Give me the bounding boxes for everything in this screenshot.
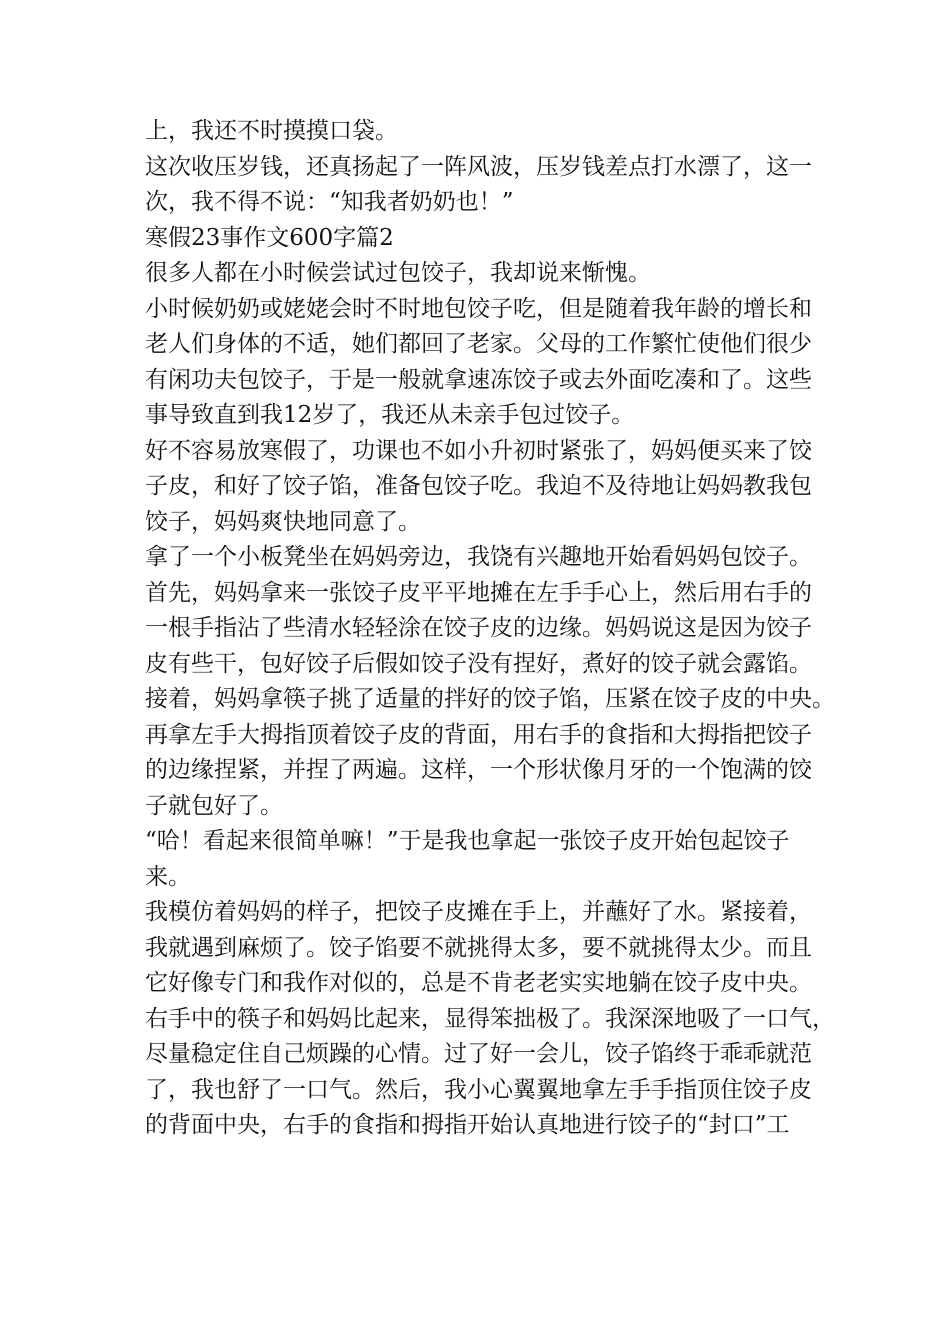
text-line: 子皮，和好了饺子馅，准备包饺子吃。我迫不及待地让妈妈教我包: [145, 473, 812, 499]
text-line: 它好像专门和我作对似的，总是不肯老老实实地躺在饺子皮中央。: [145, 970, 812, 996]
text-line: 这次收压岁钱，还真扬起了一阵风波，压岁钱差点打水漂了，这一: [145, 153, 812, 180]
text-line: “哈！看起来很简单嘛！”于是我也拿起一张饺子皮开始包起饺子: [145, 828, 790, 854]
section-heading: 寒假23事作文600字篇2: [145, 224, 394, 251]
text-line: 了，我也舒了一口气。然后，我小心翼翼地拿左手手指顶住饺子皮: [145, 1076, 812, 1103]
text-line: 很多人都在小时候尝试过包饺子，我却说来惭愧。: [145, 260, 651, 286]
text-line: 小时候奶奶或姥姥会时不时地包饺子吃，但是随着我年龄的增长和: [145, 295, 812, 322]
text-line: 上，我还不时摸摸口袋。: [145, 118, 398, 144]
text-line: 次，我不得不说：“知我者奶奶也！”: [145, 189, 514, 215]
text-line: 事导致直到我12岁了，我还从未亲手包过饺子。: [145, 402, 635, 428]
text-line: 皮有些干，包好饺子后假如饺子没有捏好，煮好的饺子就会露馅。: [145, 650, 812, 677]
text-line: 我就遇到麻烦了。饺子馅要不就挑得太多，要不就挑得太少。而且: [145, 934, 812, 961]
text-line: 饺子，妈妈爽快地同意了。: [145, 508, 421, 535]
text-line: 右手中的筷子和妈妈比起来，显得笨拙极了。我深深地吸了一口气，: [145, 1005, 835, 1032]
text-line: 老人们身体的不适，她们都回了老家。父母的工作繁忙使他们很少: [145, 331, 812, 357]
text-line: 的边缘捏紧，并捏了两遍。这样，一个形状像月牙的一个饱满的饺: [145, 757, 812, 783]
text-line: 来。: [145, 863, 191, 890]
text-line: 的背面中央，右手的食指和拇指开始认真地进行饺子的“封口”工: [145, 1112, 790, 1138]
text-line: 再拿左手大拇指顶着饺子皮的背面，用右手的食指和大拇指把饺子: [145, 721, 812, 748]
text-line: 首先，妈妈拿来一张饺子皮平平地摊在左手手心上，然后用右手的: [145, 579, 812, 606]
text-line: 一根手指沾了些清水轻轻涂在饺子皮的边缘。妈妈说这是因为饺子: [145, 615, 812, 641]
text-line: 拿了一个小板凳坐在妈妈旁边，我饶有兴趣地开始看妈妈包饺子。: [145, 544, 812, 570]
text-line: 尽量稳定住自己烦躁的心情。过了好一会儿，饺子馅终于乖乖就范: [145, 1041, 812, 1067]
text-line: 子就包好了。: [145, 792, 283, 819]
text-line: 我模仿着妈妈的样子，把饺子皮摊在手上，并蘸好了水。紧接着，: [145, 899, 812, 925]
text-line: 有闲功夫包饺子，于是一般就拿速冻饺子或去外面吃凑和了。这些: [145, 366, 812, 393]
essay-body: [145, 114, 835, 1144]
text-line: 好不容易放寒假了，功课也不如小升初时紧张了，妈妈便买来了饺: [145, 437, 812, 464]
text-line: 接着，妈妈拿筷子挑了适量的拌好的饺子馅，压紧在饺子皮的中央。: [145, 686, 835, 712]
